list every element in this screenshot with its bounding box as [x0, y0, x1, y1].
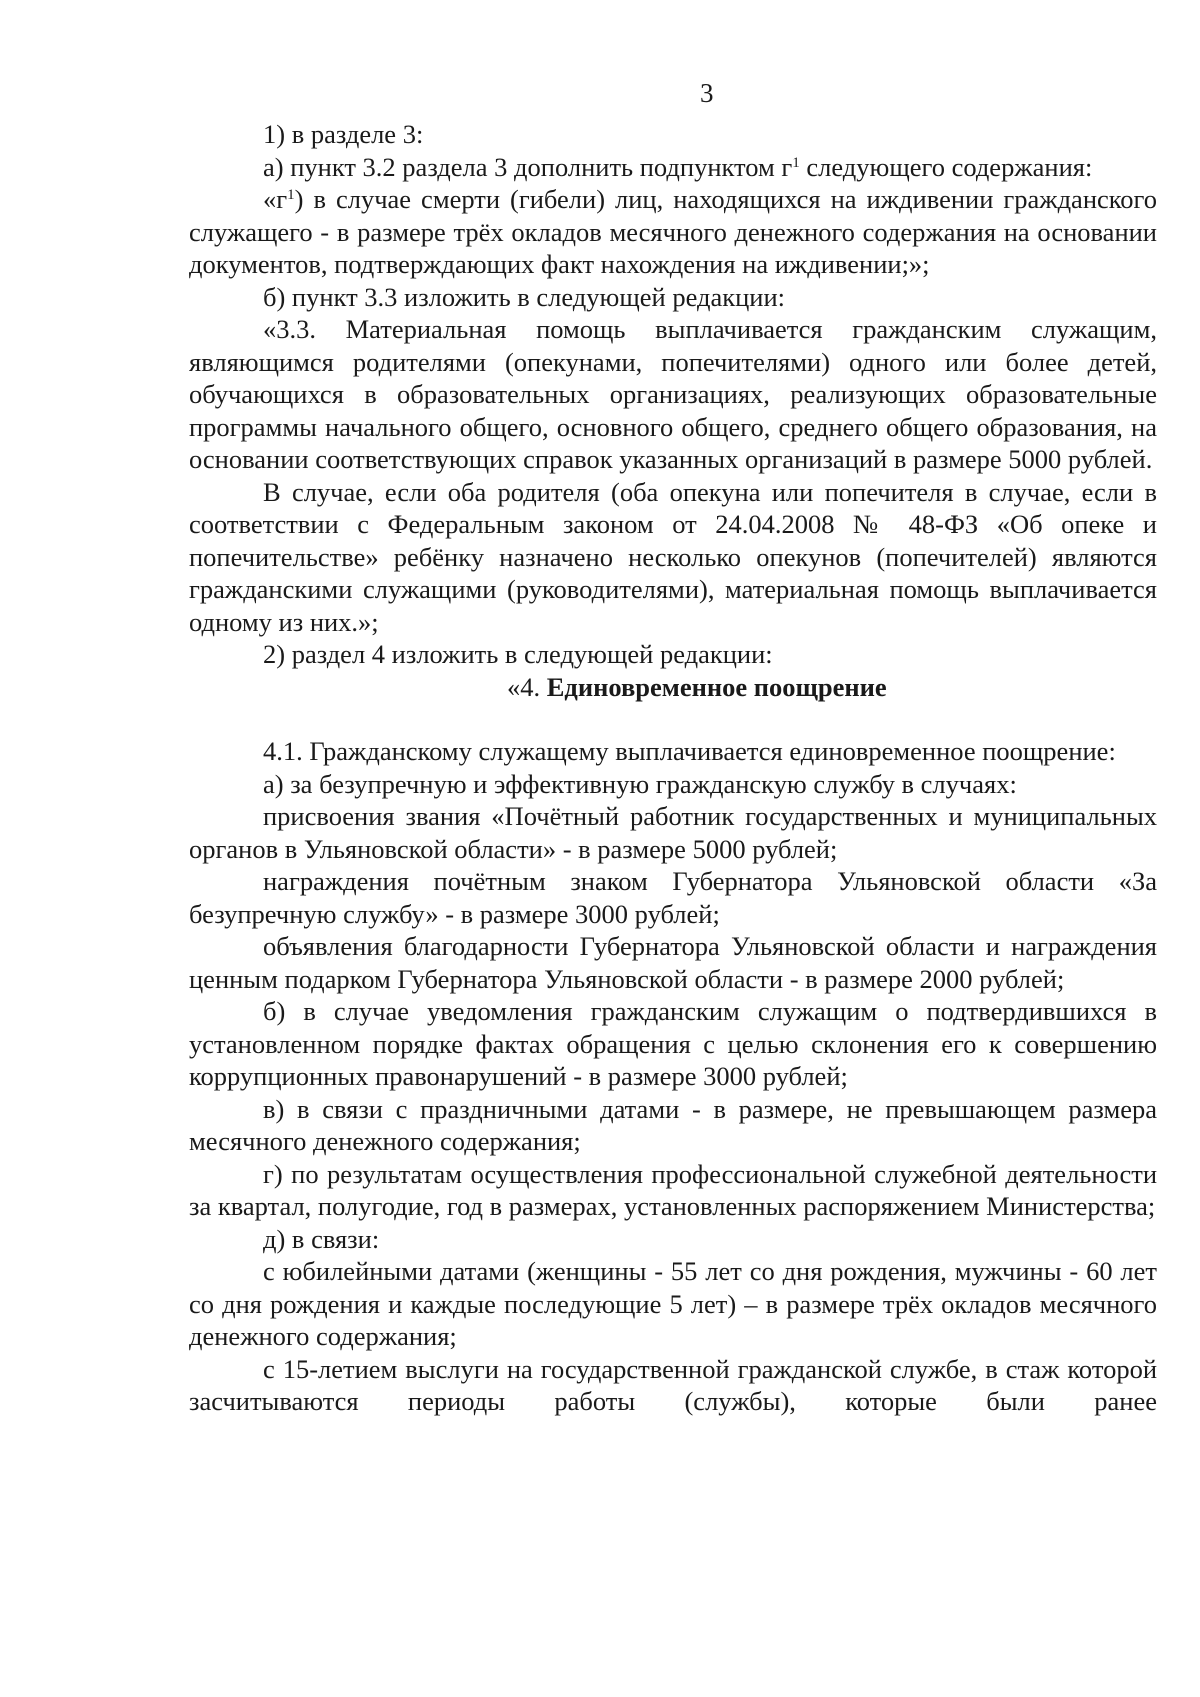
item-section-4: 2) раздел 4 изложить в следующей редакции: — [263, 639, 773, 669]
subitem-v: в) в связи с праздничными датами - в размере, не превышающем размера месячного денежного содержания; — [189, 1093, 1157, 1156]
item-b-point-3-3: б) пункт 3.3 изложить в следующей редакции: — [263, 281, 786, 312]
item-section-3: 1) в разделе 3: — [263, 119, 424, 149]
case-badge: награждения почётным знаком Губернатора Ульяновской области «За безупречную службу» - в размере 3000 рублей; — [189, 866, 1157, 929]
case-gratitude: объявления благодарности Губернатора Ульяновской области и награждения ценным подарком Губернатора Ульяновской области - в размере 2000 рублей; — [189, 931, 1157, 994]
case-15-years: с 15-летием выслуги на государственной гражданской службе, в стаж которой засчитываются периоды работы (службы), которые были ранее — [189, 1353, 1157, 1416]
quote-g1: «$г^1$) в случае смерти (гибели) лиц, находящихся на иждивении гражданского служащего - в размере трёх окладов месячного денежного содержания на основании документов, подтверждающих факт нахождения на иждивении;»; — [189, 184, 1157, 279]
document-body — [189, 118, 1157, 1418]
subitem-b: б) в случае уведомления гражданским служащим о подтвердившихся в установленном порядке фактах обращения с целью склонения его к совершению коррупционных правонарушений - в размере 3000 рублей; — [189, 996, 1157, 1091]
blank-line — [189, 703, 1157, 735]
subitem-a: а) за безупречную и эффективную гражданскую службу в случаях: — [263, 768, 1017, 799]
section-4-heading: «4. Единовременное поощрение — [507, 671, 887, 702]
clause-4-1: 4.1. Гражданскому служащему выплачивается единовременное поощрение: — [263, 736, 1116, 766]
quote-3-3: «3.3. Материальная помощь выплачивается гражданским служащим, являющимся родителями (опекунами, попечителями) одного или более детей, обучающихся в образовательных организациях, реализующих образовательные программы начального общего, основного общего, среднего общего образования, на основании соответствующих справок указанных организаций в размере 5000 рублей. — [189, 314, 1157, 474]
paragraph-both-parents: В случае, если оба родителя (оба опекуна или попечителя в случае, если в соответствии с Федеральным законом от 24.04.2008 № 48-ФЗ «Об опеке и попечительстве» ребёнку назначено несколько опекунов (попечителей) являются гражданскими служащими (руководителями), материальная помощь выплачивается одному из них.»; — [189, 476, 1157, 637]
subitem-d: д) в связи: — [263, 1223, 380, 1254]
case-honorary-worker: присвоения звания «Почётный работник государственных и муниципальных органов в Ульяновской области» - в размере 5000 рублей; — [189, 801, 1157, 864]
page-number: 3 — [700, 78, 714, 108]
case-anniversary: с юбилейными датами (женщины - 55 лет со дня рождения, мужчины - 60 лет со дня рождения и каждые последующие 5 лет) – в размере трёх окладов месячного денежного содержания; — [189, 1256, 1157, 1351]
item-a-point-3-2: а) пункт 3.2 раздела 3 дополнить подпунктом $г^1$ следующего содержания: — [263, 151, 1093, 182]
subitem-g: г) по результатам осуществления профессиональной служебной деятельности за квартал, полугодие, год в размерах, установленных распоряжением Министерства; — [189, 1158, 1157, 1221]
